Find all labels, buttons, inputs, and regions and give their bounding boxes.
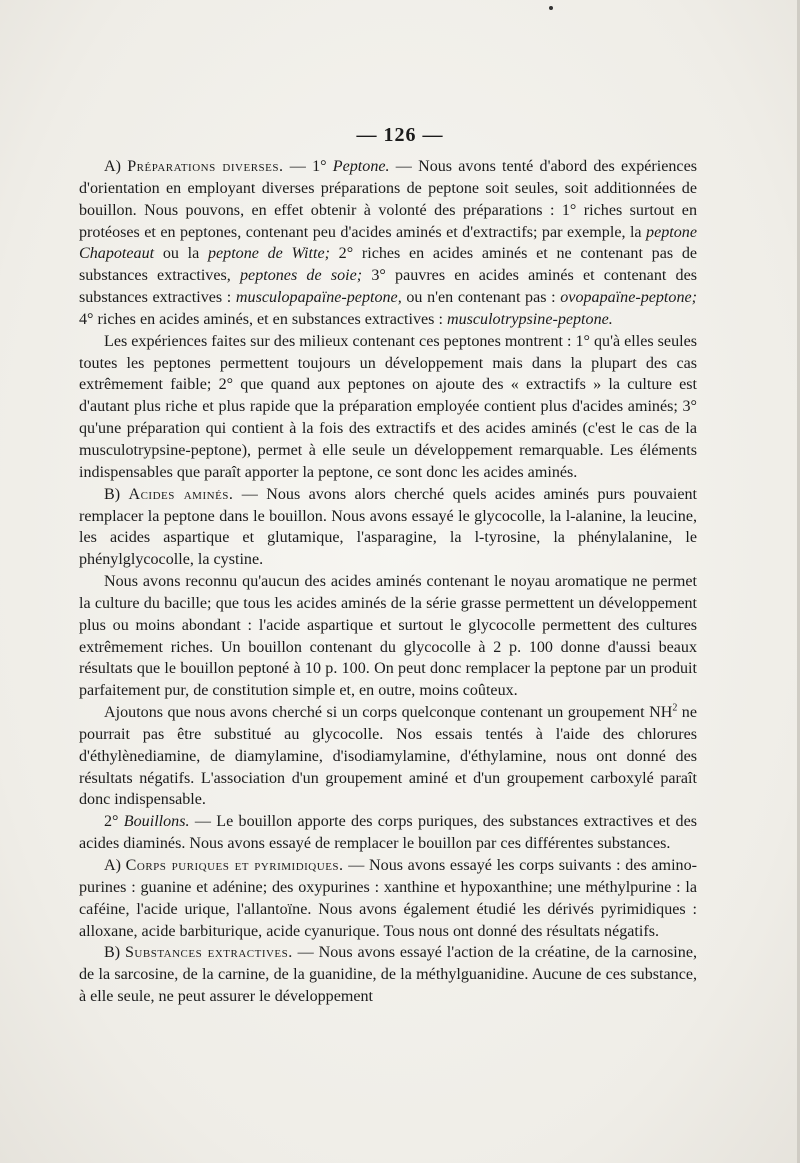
paragraph-7: A) Corps puriques et pyrimidiques. — Nous avons essayé les corps suivants : des amino-purines : guanine et adénine; des oxypurines : xanthine et hypoxanthine; une méthylpurine : la caféine, l'acide urique, l'allantoïne. Nous avons également étudié les dérivés pyrimidiques : alloxane, acide barbiturique, acide cyanurique. Tous nous ont donné des résultats négatifs. (79, 857, 698, 940)
paragraph-4: Nous avons reconnu qu'aucun des acides aminés contenant le noyau aromatique ne permet la culture du bacille; que tous les acides aminés de la série grasse permettent un développement plus ou moins abondant : l'acide aspartique et surtout le glycocolle permettent des cultures extrêmement riches. Un bouillon contenant du glycocolle à 2 p. 100 donne d'aussi beaux résultats que le bouillon peptoné à 10 p. 100. On peut donc remplacer la peptone par un produit parfaitement pur, de constitution simple et, en outre, moins coûteux. (79, 573, 697, 700)
subsection-title: Bouillons. (123, 813, 190, 831)
paragraph-1: A) Préparations diverses. — 1° Peptone. — Nous avons tenté d'abord des expériences d'orientation en employant diverses préparations de peptone soit seules, soit additionnées de bouillon. Nous pouvons, en effet obtenir à volonté des préparations : 1° riches surtout en protéoses et en peptones, contenant peu d'acides aminés et d'extractifs; par exemple, la peptone Chapoteaut ou la peptone de Witte; 2° riches en acides aminés et ne contenant pas de substances extractives, peptones de soie; 3° pauvres en acides aminés et contenant des substances extractives : musculopapaïne-peptone, ou n'en contenant pas : ovopapaïne-peptone; 4° riches en acides aminés, et en substances extractives : musculotrypsine-peptone. (79, 158, 698, 328)
paragraph-8: B) Substances extractives. — Nous avons essayé l'action de la créatine, de la carnosine, de la sarcosine, de la carnine, de la guanidine, de la méthylguanidine. Aucune de ces substance, à elle seule, ne peut assurer le développement (79, 944, 697, 1006)
subsection-title: Peptone. (332, 158, 390, 175)
paragraph-3: B) Acides aminés. — Nous avons alors cherché quels acides aminés purs pouvaient remplacer la peptone dans le bouillon. Nous avons essayé le glycocolle, la l-alanine, la leucine, les acides aspartique et glutamique, l'asparagine, la l-tyrosine, la phénylalanine, le phénylglycocolle, la cystine. (79, 485, 697, 569)
body-text (79, 156, 697, 1008)
paragraph-6: 2° Bouillons. — Le bouillon apporte des corps puriques, des substances extractives et des acides diaminés. Nous avons essayé de remplacer le bouillon par ces différentes substances. (79, 813, 697, 853)
section-heading: Acides aminés. (128, 485, 234, 503)
page-number: — 126 — (356, 124, 444, 146)
section-heading: Corps puriques et pyrimidiques. (125, 857, 344, 874)
section-heading: Substances extractives. (124, 944, 293, 962)
paragraph-5: Ajoutons que nous avons cherché si un corps quelconque contenant un groupement $NH^2$ ne pourrait pas être substitué au glycocolle. Nos essais tentés à l'aide des chlorures d'éthylènediamine, de diamylamine, d'isodiamylamine, d'éthylamine, nous ont donné des résultats négatifs. L'association d'un groupement aminé et d'un groupement carboxylé paraît donc indispensable. (79, 702, 697, 809)
section-heading: Préparations diverses. (127, 158, 284, 175)
paragraph-2: Les expériences faites sur des milieux contenant ces peptones montrent : 1° qu'à elles seules toutes les peptones permettent toujours un développement mais dans la plupart des cas extrêmement faible; 2° que quand aux peptones on ajoute des « extractifs » la culture est d'autant plus riche et plus rapide que la préparation employée contient plus d'acides aminés; 3° qu'une préparation qui contient à la fois des extractifs et des acides aminés (c'est le cas de la musculotrypsine-peptone), permet à elle seule un développement remarquable. Les éléments indispensables que paraît apporter la peptone, ce sont donc les acides aminés. (79, 332, 697, 481)
ink-speck (549, 6, 553, 10)
